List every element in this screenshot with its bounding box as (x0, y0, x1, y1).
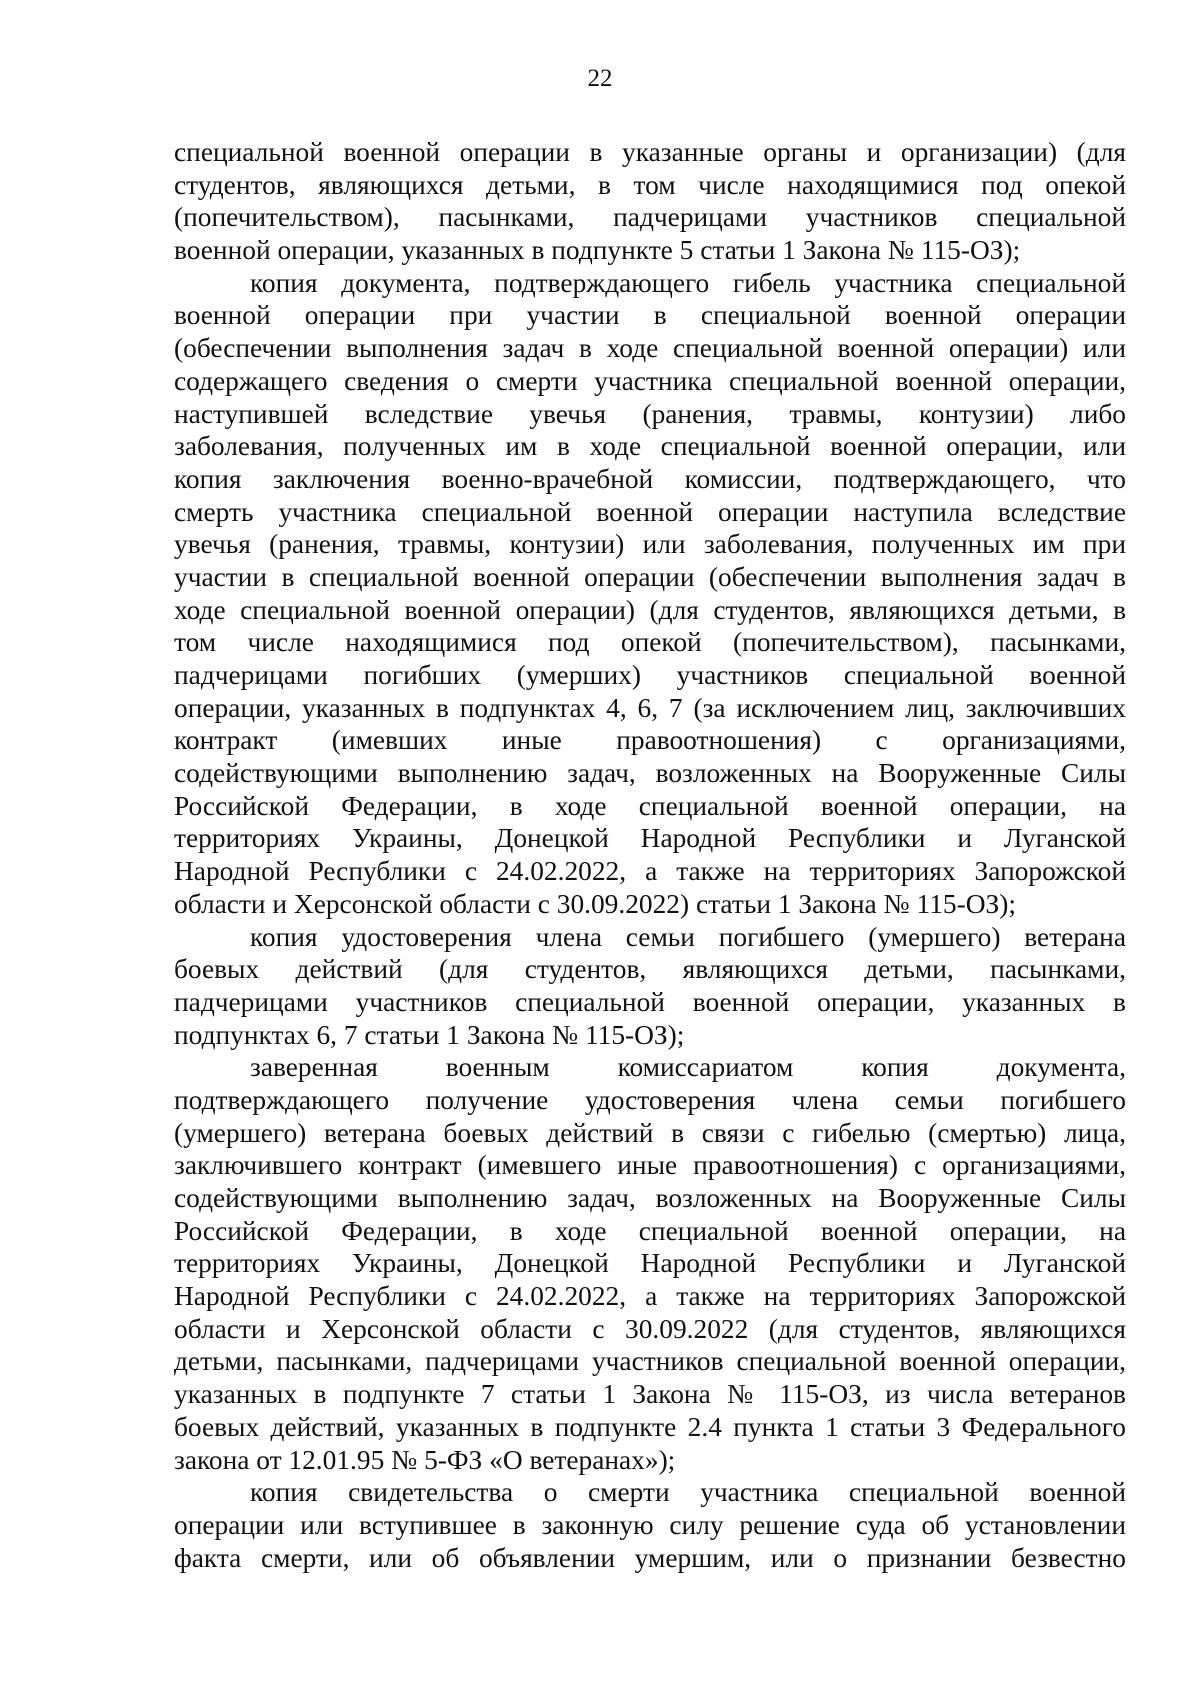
text-line: копия документа, подтверждающего гибель участника специальной (250, 267, 1126, 298)
text-line: наступившей вследствие увечья (ранения, травмы, контузии) либо (174, 398, 1126, 429)
text-line: ходе специальной военной операции) (для студентов, являющихся детьми, в (174, 594, 1126, 625)
paragraph (174, 267, 1126, 921)
text-line: боевых действий (для студентов, являющихся детьми, пасынками, (174, 954, 1126, 985)
text-line: смерть участника специальной военной операции наступила вследствие (174, 496, 1126, 527)
paragraph (174, 921, 1126, 1052)
text-line: Народной Республики с 24.02.2022, а также на территориях Запорожской (174, 856, 1126, 887)
text-line: операции или вступившее в законную силу решение суда об установлении (174, 1509, 1126, 1540)
text-line: копия свидетельства о смерти участника специальной военной (250, 1477, 1126, 1508)
text-line: подпунктах 6, 7 статьи 1 Закона № 115-ОЗ); (174, 1019, 685, 1050)
text-line: заключившего контракт (имевшего иные правоотношения) с организациями, (174, 1150, 1126, 1181)
text-line: Российской Федерации, в ходе специальной военной операции, на (174, 1215, 1126, 1246)
paragraph (174, 1476, 1126, 1574)
text-line: военной операции при участии в специальной военной операции (174, 300, 1126, 331)
text-line: закона от 12.01.95 № 5-ФЗ «О ветеранах»); (174, 1444, 676, 1475)
text-line: увечья (ранения, травмы, контузии) или заболевания, полученных им при (174, 529, 1126, 560)
text-line: указанных в подпункте 7 статьи 1 Закона № 115-ОЗ, из числа ветеранов (174, 1379, 1126, 1410)
text-line: военной операции, указанных в подпункте 5 статьи 1 Закона № 115-ОЗ); (174, 235, 1021, 266)
text-line: Народной Республики с 24.02.2022, а также на территориях Запорожской (174, 1281, 1126, 1312)
page-number: 22 (587, 65, 613, 92)
document-body (174, 136, 1126, 1574)
text-line: области и Херсонской области с 30.09.2022) статьи 1 Закона № 115-ОЗ); (174, 888, 1016, 919)
text-line: факта смерти, или об объявлении умершим, или о признании безвестно (174, 1542, 1126, 1573)
text-line: подтверждающего получение удостоверения члена семьи погибшего (174, 1084, 1126, 1115)
paragraph (174, 136, 1126, 267)
text-line: (обеспечении выполнения задач в ходе специальной военной операции) или (174, 333, 1126, 364)
text-line: студентов, являющихся детьми, в том числе находящимися под опекой (174, 169, 1126, 200)
text-line: области и Херсонской области с 30.09.2022 (для студентов, являющихся (174, 1313, 1126, 1344)
text-line: (попечительством), пасынками, падчерицами участников специальной (174, 202, 1126, 233)
text-line: падчерицами участников специальной военной операции, указанных в (174, 986, 1126, 1017)
text-line: специальной военной операции в указанные органы и организации) (для (174, 137, 1126, 167)
text-line: (умершего) ветерана боевых действий в связи с гибелью (смертью) лица, (174, 1117, 1126, 1148)
text-line: контракт (имевших иные правоотношения) с организациями, (174, 725, 1126, 756)
text-line: содержащего сведения о смерти участника специальной военной операции, (174, 365, 1126, 396)
paragraph (174, 1051, 1126, 1476)
text-line: заверенная военным комиссариатом копия документа, (250, 1052, 1126, 1083)
text-line: Российской Федерации, в ходе специальной военной операции, на (174, 790, 1126, 821)
text-line: территориях Украины, Донецкой Народной Республики и Луганской (174, 823, 1126, 854)
text-line: падчерицами погибших (умерших) участников специальной военной (174, 660, 1126, 690)
text-line: операции, указанных в подпунктах 4, 6, 7 (за исключением лиц, заключивших (174, 692, 1126, 723)
text-line: копия удостоверения члена семьи погибшего (умершего) ветерана (250, 921, 1126, 952)
text-line: заболевания, полученных им в ходе специальной военной операции, или (174, 431, 1126, 462)
text-line: детьми, пасынками, падчерицами участников специальной военной операции, (174, 1346, 1126, 1377)
text-line: копия заключения военно-врачебной комиссии, подтверждающего, что (174, 463, 1126, 494)
text-line: участии в специальной военной операции (обеспечении выполнения задач в (174, 561, 1126, 592)
text-line: содействующими выполнению задач, возложенных на Вооруженные Силы (174, 758, 1126, 789)
text-line: территориях Украины, Донецкой Народной Республики и Луганской (174, 1248, 1126, 1279)
text-line: том числе находящимися под опекой (попечительством), пасынками, (174, 627, 1126, 658)
text-line: боевых действий, указанных в подпункте 2.4 пункта 1 статьи 3 Федерального (174, 1411, 1126, 1442)
text-line: содействующими выполнению задач, возложенных на Вооруженные Силы (174, 1183, 1126, 1213)
